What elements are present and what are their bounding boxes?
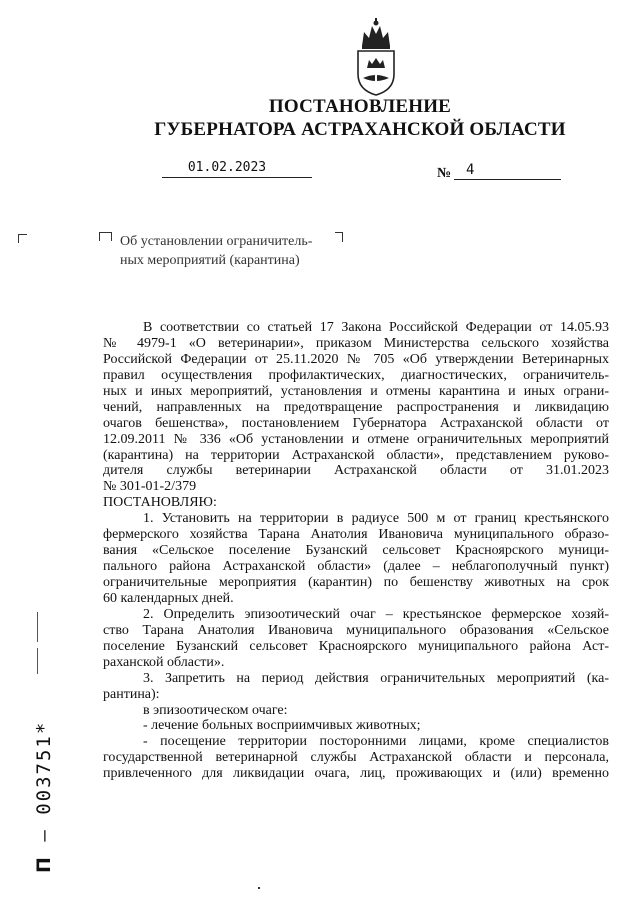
- body-line: Российской Федерации от 25.11.2020 № 705 «Об утверждении Ветеринарных: [103, 351, 609, 367]
- margin-tick: [37, 612, 38, 642]
- body-line: № 301-01-2/379: [103, 479, 197, 495]
- body-line: привлеченного для ликвидации очага, лиц, проживающих и (или) временно: [103, 766, 609, 782]
- document-issuer: ГУБЕРНАТОРА АСТРАХАНСКОЙ ОБЛАСТИ: [154, 119, 566, 140]
- body-line: В соответствии со статьей 17 Закона Российской Федерации от 14.05.93: [143, 320, 609, 335]
- scan-speck: [258, 887, 260, 889]
- subject-line: ных мероприятий (карантина): [120, 253, 300, 268]
- document-title: ПОСТАНОВЛЕНИЕ: [268, 96, 452, 117]
- body-line: пального района Астраханской области» (далее – неблагополучный пункт): [103, 559, 609, 575]
- body-line: 3. Запретить на период действия ограничительных мероприятий (ка-: [143, 670, 609, 686]
- body-line: 12.09.2011 № 336 «Об установлении и отмене ограничительных мероприятий: [103, 431, 609, 447]
- body-line: в эпизоотическом очаге:: [143, 702, 288, 718]
- body-line: рантина):: [103, 686, 160, 702]
- body-line: 60 календарных дней.: [103, 590, 234, 606]
- body-line: ных и иных мероприятий, установления и отмены карантина и иных ограни-: [103, 383, 609, 399]
- body-line: раханской области».: [103, 654, 225, 670]
- body-line: дителя службы ветеринарии Астраханской области от 31.01.2023: [103, 463, 609, 479]
- body-line: ство Тарана Анатолия Ивановича муниципального образования «Сельское: [103, 622, 609, 638]
- body-line: 2. Определить эпизоотический очаг – крестьянское фермерское хозяй-: [143, 606, 609, 622]
- body-line: - посещение территории посторонними лицами, кроме специалистов: [143, 734, 609, 750]
- body-line: поселение Бузанский сельсовет Красноярского муниципального района Аст-: [103, 638, 609, 654]
- subject-corner-mark-left-inner: [105, 232, 112, 241]
- registration-code-stamp: [33, 643, 59, 873]
- subject-line: Об установлении ограничитель-: [120, 234, 313, 249]
- document-date-field: [162, 160, 312, 178]
- body-line: № 4979-1 «О ветеринарии», приказом Министерства сельского хозяйства: [103, 335, 609, 351]
- document-body: [103, 320, 609, 782]
- registration-code-prefix: П: [33, 855, 55, 873]
- body-line: (карантина) на территории Астраханской области», представлением руково-: [103, 447, 609, 463]
- document-number-label: №: [437, 166, 452, 181]
- body-line: вания «Сельское поселение Бузанский сельсовет Красноярского муници-: [103, 543, 609, 559]
- registration-code-suffix: *: [33, 720, 55, 735]
- document-number: 4: [454, 162, 561, 180]
- body-line: - лечение больных восприимчивых животных;: [143, 718, 421, 734]
- body-line: ПОСТАНОВЛЯЮ:: [103, 495, 217, 511]
- coat-of-arms-icon: [352, 18, 400, 96]
- body-line: 1. Установить на территории в радиусе 500 м от границ крестьянского: [143, 511, 609, 527]
- document-date: 01.02.2023: [187, 160, 267, 175]
- margin-corner-mark: [18, 234, 27, 243]
- body-line: государственной ветеринарной службы Астраханской области и персонала,: [103, 750, 609, 766]
- body-line: фермерского хозяйства Тарана Анатолия Ивановича муниципального образо-: [103, 527, 609, 543]
- body-line: очагов бешенства», постановлением Губернатора Астраханской области от: [103, 415, 609, 431]
- body-line: правил осуществления профилактических, диагностических, ограничитель-: [103, 367, 609, 383]
- body-line: ограничительные мероприятия (карантин) по бешенству животных на срок: [103, 575, 609, 590]
- body-line: чений, направленных на предотвращение распространения и ликвидацию: [103, 399, 609, 415]
- registration-code-number: – 003751: [33, 734, 55, 842]
- document-subject: [120, 232, 340, 270]
